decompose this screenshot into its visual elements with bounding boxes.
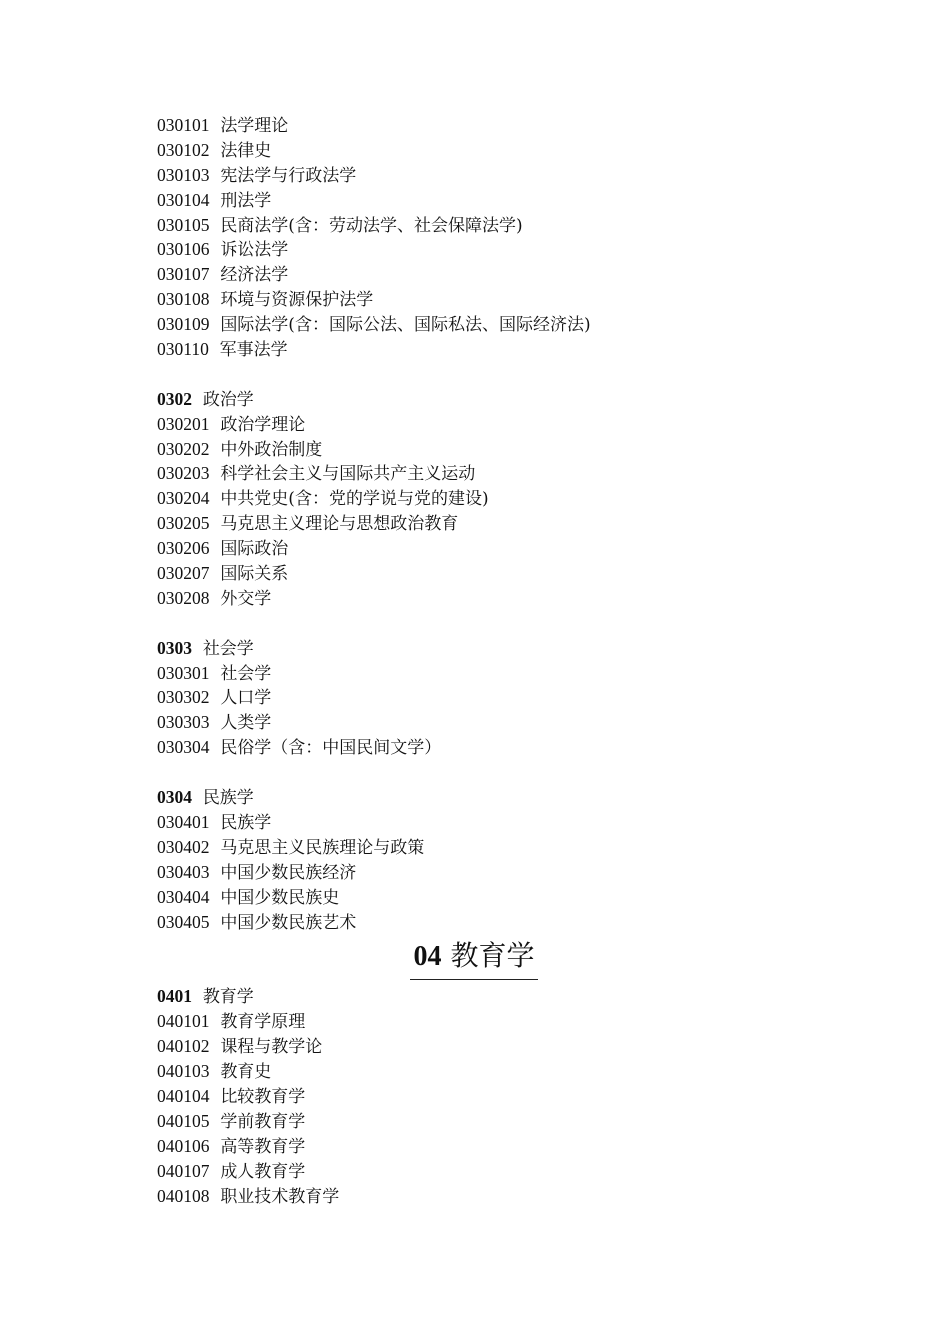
list-item xyxy=(157,437,877,462)
item-code: 040107 xyxy=(157,1160,210,1181)
list-item xyxy=(157,810,877,835)
list-item xyxy=(157,835,877,860)
item-code: 040105 xyxy=(157,1110,210,1131)
list-item xyxy=(157,1034,877,1059)
list-item xyxy=(157,163,877,188)
section-name: 政治学 xyxy=(202,389,254,410)
item-code: 030304 xyxy=(157,737,210,758)
item-code: 030405 xyxy=(157,911,210,932)
item-name: 课程与教学论 xyxy=(220,1037,323,1058)
item-name: 刑法学 xyxy=(220,190,272,211)
item-name: 比较教育学 xyxy=(220,1086,306,1107)
list-item xyxy=(157,511,877,536)
item-code: 030109 xyxy=(157,314,210,335)
item-name: 成人教育学 xyxy=(220,1161,306,1182)
item-name: 中国少数民族史 xyxy=(220,887,340,908)
item-name: 科学社会主义与国际共产主义运动 xyxy=(220,464,476,485)
item-code: 030107 xyxy=(157,264,210,285)
item-code: 030202 xyxy=(157,438,210,459)
item-code: 030102 xyxy=(157,139,210,160)
item-code: 030103 xyxy=(157,164,210,185)
item-name: 诉讼法学 xyxy=(220,240,289,261)
item-name: 法学理论 xyxy=(220,116,289,136)
item-code: 030208 xyxy=(157,587,210,608)
item-code: 040101 xyxy=(157,1011,210,1032)
list-item xyxy=(157,1159,877,1184)
spacer xyxy=(157,760,877,785)
section-heading xyxy=(157,785,877,810)
item-name: 中外政治制度 xyxy=(220,439,323,460)
section-code: 0401 xyxy=(157,986,192,1007)
item-name: 民族学 xyxy=(220,812,272,833)
item-name: 外交学 xyxy=(220,588,272,609)
item-code: 030101 xyxy=(157,115,210,135)
item-name: 民俗学（含：中国民间文学） xyxy=(220,738,442,759)
item-name: 法律史 xyxy=(220,140,272,161)
item-name: 学前教育学 xyxy=(220,1111,306,1132)
item-code: 030402 xyxy=(157,836,210,857)
section-heading xyxy=(157,387,877,412)
item-code: 030203 xyxy=(157,463,210,484)
list-item xyxy=(157,113,877,138)
item-code: 030104 xyxy=(157,189,210,210)
item-name: 教育学原理 xyxy=(220,1012,306,1033)
document-page xyxy=(157,113,877,1208)
item-name: 马克思主义民族理论与政策 xyxy=(220,837,425,858)
chapter-heading xyxy=(157,934,877,984)
item-name: 职业技术教育学 xyxy=(220,1186,340,1207)
item-name: 人口学 xyxy=(220,688,272,709)
list-item xyxy=(157,337,877,362)
item-name: 马克思主义理论与思想政治教育 xyxy=(220,514,459,535)
section-code: 0303 xyxy=(157,637,192,658)
list-item xyxy=(157,213,877,238)
item-name: 中国少数民族艺术 xyxy=(220,912,357,933)
item-code: 030106 xyxy=(157,239,210,260)
list-item xyxy=(157,1009,877,1034)
item-name: 中国少数民族经济 xyxy=(220,862,357,883)
list-item xyxy=(157,287,877,312)
item-code: 040108 xyxy=(157,1185,210,1206)
list-item xyxy=(157,461,877,486)
list-item xyxy=(157,536,877,561)
item-code: 040104 xyxy=(157,1085,210,1106)
item-name: 军事法学 xyxy=(219,340,288,361)
list-item xyxy=(157,138,877,163)
list-item xyxy=(157,685,877,710)
item-name: 国际政治 xyxy=(220,539,289,560)
item-name: 民商法学(含：劳动法学、社会保障法学) xyxy=(220,215,523,236)
chapter-name: 教育学 xyxy=(450,939,535,973)
item-code: 030401 xyxy=(157,811,210,832)
section-heading xyxy=(157,984,877,1009)
section-heading xyxy=(157,636,877,661)
item-code: 030301 xyxy=(157,662,210,683)
item-name: 社会学 xyxy=(220,663,272,684)
item-code: 030108 xyxy=(157,289,210,310)
item-name: 中共党史(含：党的学说与党的建设) xyxy=(220,489,489,510)
list-item xyxy=(157,188,877,213)
item-code: 030207 xyxy=(157,563,210,584)
list-item xyxy=(157,1084,877,1109)
item-code: 030205 xyxy=(157,513,210,534)
item-name: 教育史 xyxy=(220,1062,272,1083)
list-item xyxy=(157,1059,877,1084)
list-item xyxy=(157,885,877,910)
spacer xyxy=(157,362,877,387)
chapter-title xyxy=(410,934,538,980)
list-item xyxy=(157,237,877,262)
list-item xyxy=(157,710,877,735)
list-item xyxy=(157,860,877,885)
item-name: 环境与资源保护法学 xyxy=(220,290,374,311)
item-name: 宪法学与行政法学 xyxy=(220,165,357,186)
list-item xyxy=(157,262,877,287)
chapter-code: 04 xyxy=(413,941,442,973)
list-item xyxy=(157,1109,877,1134)
list-item xyxy=(157,586,877,611)
item-code: 040106 xyxy=(157,1135,210,1156)
list-item xyxy=(157,735,877,760)
section-code: 0302 xyxy=(157,388,192,409)
item-name: 经济法学 xyxy=(220,265,289,286)
list-item xyxy=(157,412,877,437)
item-code: 030302 xyxy=(157,687,210,708)
item-code: 030204 xyxy=(157,488,210,509)
item-code: 040103 xyxy=(157,1061,210,1082)
list-item xyxy=(157,1184,877,1209)
list-item xyxy=(157,561,877,586)
item-code: 030404 xyxy=(157,886,210,907)
item-name: 人类学 xyxy=(220,713,272,734)
section-name: 民族学 xyxy=(202,788,254,809)
item-name: 高等教育学 xyxy=(220,1136,306,1157)
section-name: 教育学 xyxy=(202,987,254,1008)
item-code: 030105 xyxy=(157,214,210,235)
item-name: 国际法学(含：国际公法、国际私法、国际经济法) xyxy=(220,315,591,336)
item-code: 030303 xyxy=(157,712,210,733)
list-item xyxy=(157,486,877,511)
section-name: 社会学 xyxy=(202,638,254,659)
item-code: 030110 xyxy=(157,339,209,360)
spacer xyxy=(157,611,877,636)
list-item xyxy=(157,910,877,935)
list-item xyxy=(157,312,877,337)
item-name: 政治学理论 xyxy=(220,414,306,435)
section-code: 0304 xyxy=(157,787,192,808)
item-code: 030403 xyxy=(157,861,210,882)
item-name: 国际关系 xyxy=(220,564,289,585)
item-code: 040102 xyxy=(157,1036,210,1057)
list-item xyxy=(157,661,877,686)
item-code: 030206 xyxy=(157,538,210,559)
list-item xyxy=(157,1134,877,1159)
item-code: 030201 xyxy=(157,413,210,434)
